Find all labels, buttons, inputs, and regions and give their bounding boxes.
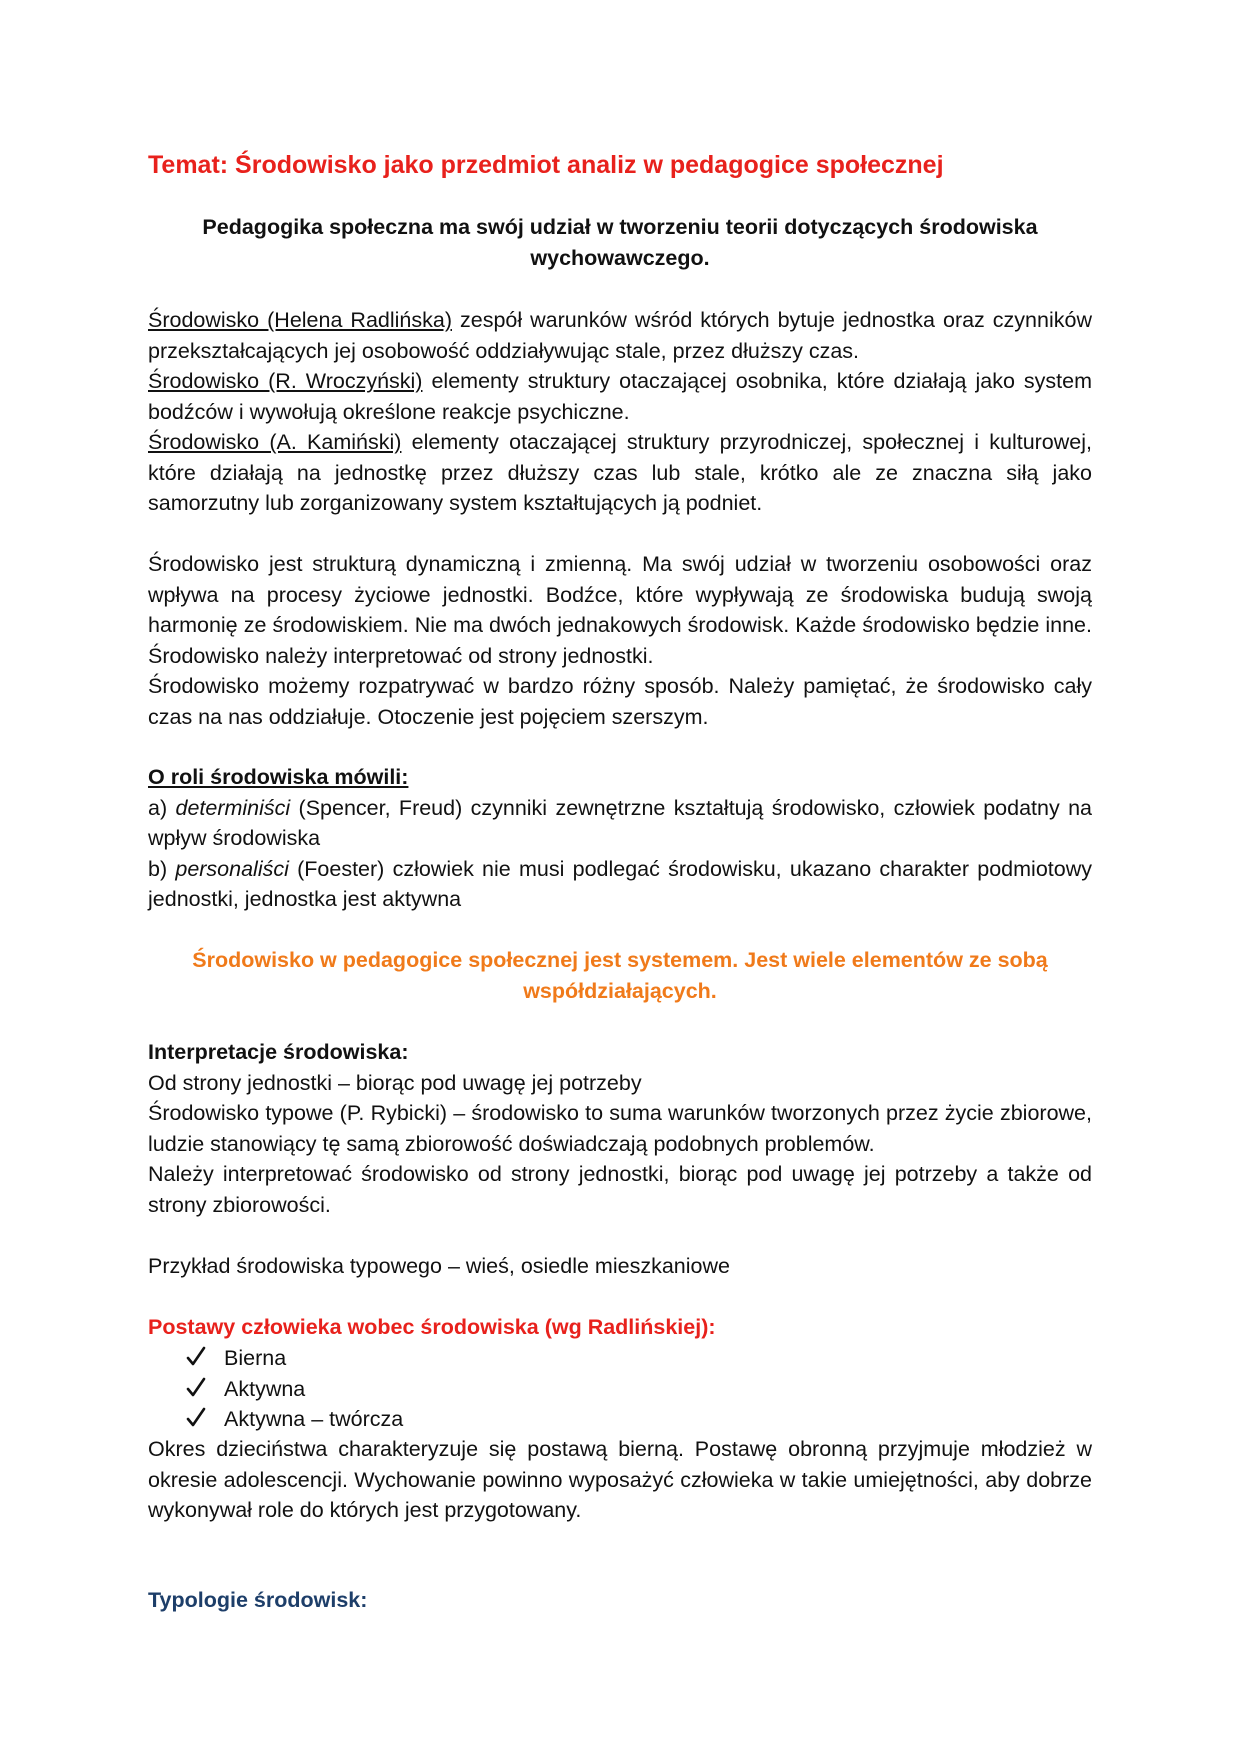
list-item: b) personaliści (Foester) człowiek nie musi podlegać środowisku, ukazano charakter podmiotowy jednostki, jednostka jest aktywna <box>148 856 1092 911</box>
check-icon <box>186 1374 206 1402</box>
check-icon <box>186 1343 206 1371</box>
list-item-term: determiniści <box>175 795 291 820</box>
list-item-label: Aktywna <box>224 1376 306 1401</box>
highlight-heading: Środowisko w pedagogice społecznej jest systemem. Jest wiele elementów ze sobą współdziałających. <box>192 948 1048 1003</box>
page-title: Temat: Środowisko jako przedmiot analiz w pedagogice społecznej <box>148 151 944 179</box>
definition-term: Środowisko (Helena Radlińska) <box>148 308 452 332</box>
check-icon <box>186 1404 206 1432</box>
paragraph: Środowisko typowe (P. Rybicki) – środowisko to suma warunków tworzonych przez życie zbiorowe, ludzie stanowiący tę samą zbiorowość doświadczają podobnych problemów. <box>148 1101 1092 1156</box>
paragraph: Środowisko jest strukturą dynamiczną i zmienną. Ma swój udział w tworzeniu osobowości oraz wpływa na procesy życiowe jednostki. Bodźce, które wypływają ze środowiska budują swoją harmonię ze środowiskiem. Nie ma dwóch jednakowych środowisk. Każde środowisko będzie inne. Środowisko należy interpretować od strony jednostki. <box>148 552 1092 668</box>
section-heading: Typologie środowisk: <box>148 1588 368 1612</box>
definition-term: Środowisko (A. Kamiński) <box>148 430 402 454</box>
section-heading: O roli środowiska mówili: <box>148 765 409 789</box>
list-item: a) determiniści (Spencer, Freud) czynniki zewnętrzne kształtują środowisko, człowiek podatny na wpływ środowiska <box>148 795 1092 850</box>
paragraph: Środowisko możemy rozpatrywać w bardzo różny sposób. Należy pamiętać, że środowisko cały czas na nas oddziałuje. Otoczenie jest pojęciem szerszym. <box>148 674 1092 729</box>
list-item-term: personaliści <box>175 856 289 881</box>
subtitle: Pedagogika społeczna ma swój udział w tworzeniu teorii dotyczących środowiska wychowawczego. <box>202 215 1038 270</box>
example-line: Przykład środowiska typowego – wieś, osiedle mieszkaniowe <box>148 1254 730 1278</box>
attitudes-paragraph: Okres dzieciństwa charakteryzuje się postawą bierną. Postawę obronną przyjmuje młodzież w okresie adolescencji. Wychowanie powinno wyposażyć człowieka w takie umiejętności, aby dobrze wykonywał role do których jest przygotowany. <box>148 1437 1092 1522</box>
definition-radlinska <box>148 305 1092 366</box>
definition-kaminski <box>148 427 1092 519</box>
list-item <box>186 1404 403 1435</box>
list-item-label: Bierna <box>224 1346 287 1370</box>
section-heading: Interpretacje środowiska: <box>148 1040 409 1064</box>
paragraph: Należy interpretować środowisko od strony jednostki, biorąc pod uwagę jej potrzeby a także od strony zbiorowości. <box>148 1162 1092 1217</box>
definition-text: elementy otaczającej struktury przyrodniczej, społecznej i kulturowej, które działają na jednostkę przez dłuższy czas lub stale, krótko ale ze znaczna siłą jako samorzutny lub zorganizowany system kształtujących ją podniet. <box>148 430 1092 515</box>
attitudes-list <box>186 1343 403 1435</box>
list-item <box>186 1343 403 1374</box>
definition-term: Środowisko (R. Wroczyński) <box>148 369 423 393</box>
interpretations-section <box>148 1037 1092 1220</box>
roles-section <box>148 762 1092 915</box>
definition-wroczynski <box>148 366 1092 427</box>
list-item <box>186 1374 403 1405</box>
paragraph: Od strony jednostki – biorąc pod uwagę jej potrzeby <box>148 1070 642 1095</box>
definition-text: elementy struktury otaczającej osobnika, które działają jako system bodźców i wywołują określone reakcje psychiczne. <box>148 369 1093 424</box>
list-item-label: Aktywna – twórcza <box>224 1407 404 1431</box>
definition-text: zespół warunków wśród których bytuje jednostka oraz czynników przekształcających jej osobowość oddziaływując stale, przez dłuższy czas. <box>148 308 1092 363</box>
section-heading: Postawy człowieka wobec środowiska (wg Radlińskiej): <box>148 1315 716 1339</box>
paragraph-structure <box>148 549 1092 732</box>
definitions-block <box>148 305 1092 519</box>
